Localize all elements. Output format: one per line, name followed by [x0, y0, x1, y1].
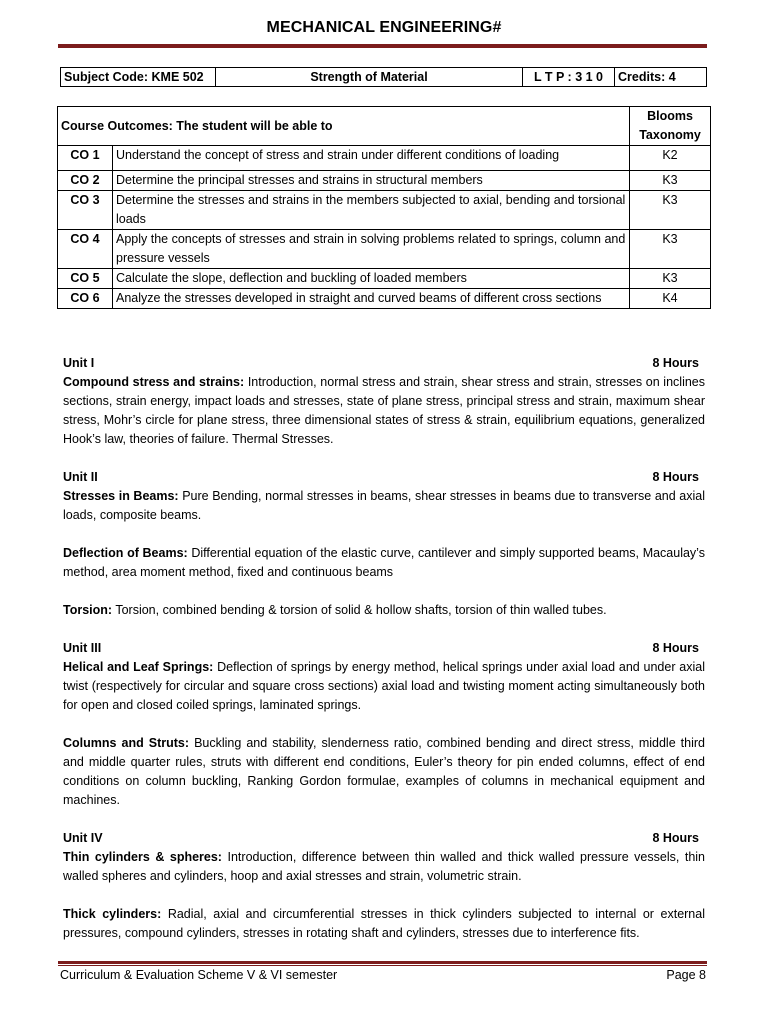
table-row: [58, 230, 711, 269]
topic-paragraph: [63, 905, 705, 943]
topic-label: Helical and Leaf Springs:: [63, 660, 214, 674]
unit-title: Unit III: [63, 641, 102, 655]
co-code: CO 3: [58, 191, 113, 230]
topic-text: Introduction, normal stress and strain, shear stress and strain, stresses on inclines sections, strain energy, impact loads and stresses, state of plane stress, principal stress and strain, maximum shear stress, Mohr’s circle for plane stress, three dimensional states of stress & strain, equilibrium equations, generalized Hook’s law, theories of failure. Thermal Stresses.: [63, 375, 705, 446]
syllabus-content: [63, 354, 705, 943]
topic-label: Thick cylinders:: [63, 907, 162, 921]
table-row: [58, 289, 711, 309]
co-level: K3: [630, 269, 711, 289]
page-number: Page 8: [666, 968, 706, 982]
topic-text: Pure Bending, normal stresses in beams, shear stresses in beams due to transverse and axial loads, composite beams.: [63, 489, 705, 522]
footer-rule-thin: [58, 965, 707, 966]
table-header-row: [58, 107, 711, 146]
topic-text: Deflection of springs by energy method, helical springs under axial load and under axial twist (respectively for circular and square cross sections) axial load and twisting moment acting simultaneously both for open and closed coiled springs, laminated springs.: [63, 660, 706, 712]
table-row: [58, 191, 711, 230]
footer-rule: [58, 961, 707, 964]
page-title: MECHANICAL ENGINEERING#: [266, 19, 502, 36]
co-code: CO 4: [58, 230, 113, 269]
co-level: K4: [630, 289, 711, 309]
footer-scheme: Curriculum & Evaluation Scheme V & VI semester: [60, 968, 338, 982]
unit-title: Unit IV: [63, 831, 103, 845]
unit-hours: 8 Hours: [652, 356, 699, 370]
unit-hours: 8 Hours: [652, 641, 699, 655]
unit-title: Unit I: [63, 356, 95, 370]
unit-hours: 8 Hours: [652, 831, 699, 845]
topic-label: Columns and Struts:: [63, 736, 190, 750]
co-level: K3: [630, 171, 711, 191]
unit-heading: [63, 354, 705, 373]
co-code: CO 6: [58, 289, 113, 309]
topic-label: Torsion:: [63, 603, 113, 617]
unit-heading: [63, 468, 705, 487]
topic-text: Differential equation of the elastic curve, cantilever and simply supported beams, Macaulay’s method, area moment method, fixed and continuous beams: [63, 546, 705, 579]
subject-credits: Credits: 4: [615, 68, 707, 87]
subject-code: Subject Code: KME 502: [61, 68, 216, 87]
co-code: CO 2: [58, 171, 113, 191]
subject-table: [60, 67, 707, 87]
co-code: CO 1: [58, 146, 113, 171]
table-row: [58, 269, 711, 289]
topic-paragraph: [63, 487, 705, 525]
topic-text: Torsion, combined bending & torsion of solid & hollow shafts, torsion of thin walled tubes.: [112, 603, 607, 617]
co-level: K3: [630, 230, 711, 269]
co-code: CO 5: [58, 269, 113, 289]
topic-label: Thin cylinders & spheres:: [63, 850, 222, 864]
table-row: [58, 146, 711, 171]
taxonomy-heading: Blooms Taxonomy: [630, 107, 711, 146]
topic-label: Compound stress and strains:: [63, 375, 245, 389]
topic-paragraph: [63, 734, 705, 810]
unit-title: Unit II: [63, 470, 98, 484]
topic-text: Buckling and stability, slenderness ratio, combined bending and direct stress, middle third and middle quarter rules, struts with different end conditions, Euler’s theory for pin ended columns, effect of end conditions on column buckling, Ranking Gordon formulae, examples of columns in mechanical equipment and machines.: [63, 736, 705, 807]
co-text: Analyze the stresses developed in straight and curved beams of different cross sections: [113, 289, 630, 309]
co-text: Determine the stresses and strains in the members subjected to axial, bending and torsional loads: [113, 191, 630, 230]
co-level: K2: [630, 146, 711, 171]
topic-paragraph: [63, 544, 705, 582]
topic-text: Radial, axial and circumferential stresses in thick cylinders subjected to internal or external pressures, compound cylinders, stresses in rotating shaft and cylinders, stresses due to interference fits.: [63, 907, 705, 940]
course-outcomes-table: [57, 106, 711, 309]
topic-paragraph: [63, 373, 705, 449]
unit-heading: [63, 829, 705, 848]
topic-label: Stresses in Beams:: [63, 489, 179, 503]
co-text: Calculate the slope, deflection and buckling of loaded members: [113, 269, 630, 289]
co-text: Understand the concept of stress and strain under different conditions of loading: [113, 146, 630, 171]
co-text: Apply the concepts of stresses and strain in solving problems related to springs, column and pressure vessels: [113, 230, 630, 269]
page-footer: [60, 968, 706, 982]
topic-paragraph: [63, 848, 705, 886]
topic-paragraph: [63, 601, 705, 620]
outcomes-heading: Course Outcomes: The student will be able to: [58, 107, 630, 146]
table-row: [58, 171, 711, 191]
co-text: Determine the principal stresses and strains in structural members: [113, 171, 630, 191]
header-rule: [58, 44, 707, 48]
unit-heading: [63, 639, 705, 658]
unit-hours: 8 Hours: [652, 470, 699, 484]
subject-name: Strength of Material: [216, 68, 523, 87]
subject-ltp: L T P : 3 1 0: [523, 68, 615, 87]
topic-paragraph: [63, 658, 705, 715]
topic-text: Introduction, difference between thin walled and thick walled pressure vessels, thin walled spheres and cylinders, hoop and axial stresses and strain, volumetric strain.: [63, 850, 705, 883]
co-level: K3: [630, 191, 711, 230]
topic-label: Deflection of Beams:: [63, 546, 188, 560]
